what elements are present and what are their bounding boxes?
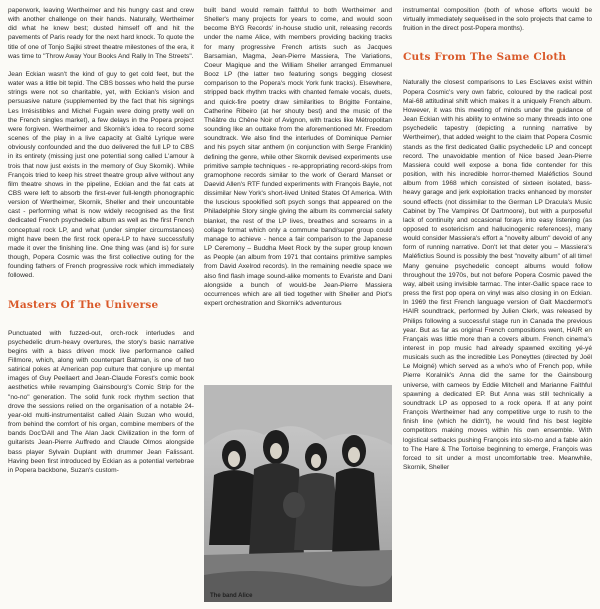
paragraph: instrumental composition (both of whose efforts would be virtually immediately sequelised in the solo projects that came to fruition in the direct post-Popera months). — [403, 7, 592, 33]
section-heading-masters-of-the-universe: Masters Of The Universe — [8, 298, 159, 311]
paragraph: built band would remain faithful to both Wertheimer and Sheller's many projects for years to come, and would soon become BYG Records' in-house studio unit, releasing records under the name Alice, with members providing backing tracks for many progressive French artists such as Jacques Barsamian, Magma, Jean-Pierre Massiera, The Variations, Coeur Magique and the William Sheller arranged Emmanuel Booz LP (the latter two featuring songs begging closest comparison to the Popera's mock York funk tracks). Elsewhere, stripped back rhythm tracks with chanted female vocals, duets, and quick-fire poetry draw similarities to Brigitte Fontaine, Catherine Ribeiro (at her shouty best) and the music of the Théâtre du Chêne Noir of Avignon, with tracks like Métropolitan sounding like an outtake from the aforementioned Mr. Freedom soundtrack. We also find the interludes of Dominique Pernier and his psych sitar anthem (in conjunction with Serge Franklin) defining the genre, while other Skornik devised experiments use primitive sample techniques - re-appropriating record-skips from gramophone records similar to the work of Gerard Manset or Daevid Allen's RTF funded experiments with François Bayle, not dissimilar New York's short-lived United States Of America. With the luscious spookified soft psych songs that appeared on the Philadelphie Story single giving the album its commercial safety blanket, the rest of the LP lives, breathes and screams in a collage format which only a commune band/super group could manage to achieve - hence a fair comparison to the Japanese LP Ceremony – Buddha Meet Rock by the super group known as People (an album from 1971 that contains primitive samples from David Axelrod records). In the remaining needle space we also find flash image sound-alike moments to Evariste and Dani alongside a bunch of would-be Jean-Pierre Massiera occurrences which are all tied together with Sheller and Piot's expert orchestration and Skornik's adventurous — [204, 7, 392, 307]
photo-caption: The band Alice — [210, 593, 253, 599]
paragraph: Naturally the closest comparisons to Les Esclaves exist within Popera Cosmic's very own fabric, coloured by the radical post Mai-68 attitudinal shift which makes it a uniquely French album. However, it was this meeting of minds under the guidance of Jean Eckian with his ability to entwine so many threads into one psychedelic tapestry (depicting a running narrative by Wertheimer), that added weight to the claim that Popera Cosmic stands as the first dedicated Gallic psychedelic LP and concept record. The unavoidable mention of Nice based Jean-Pierre Massiera could well expose a bona fide contender for this position, with his incredible horror-themed Maléfictios Sound album from 1968 which consisted of sixteen isolated, bass-heavy garage and jerk exploitation tracks enhanced by monster sound effects (not dissimilar to the German LP Dracula's Music Cabinet by The Vampires Of Dartmoore), but with a purposeful lack of continuity and occasional forays into easy listening (as opposed to esotericism and hallucinogenic references), many would consider Massiera's effort a "novelty album" devoid of any form of running narrative. Don't let that deter you – Massiera's Maléfictius Sound is possibly the best "novelty album" of all time! Many genuine psychedelic concept albums would follow throughout the 1970s, but not before Popera Cosmic paved the way, albeit using invisible tarmac. The inter-Gallic space race to press the first pop opera on vinyl was also closing in on Eckian. In 1969 the first French language version of Galt Macdermot's HAIR soundtrack, performed by Julien Clerk, was released by Philips following a successful stage run in Canada the previous year. But as far as original French compositions went, HAIR en Français was little more than a covers album. French cinema's interest in pop music had already spawned exciting yé-yé musicals such as the incredible Les Poneyttes (directed by Joël Le Moigné) which served as a who's who of French pop, while Pierre Koralnik's Anna did the same for the Gainsbourg universe, with cameos by Eddie Mitchell and Marianne Faithful spawning a dedicated EP. But Anna was still technically a soundtrack LP as opposed to a rock opera. If at any point François Wertheimer had any competitive urge to rush to the finish line (which he didn't), he would find his best legible competitors making moves within his own ensemble. With logistical setbacks pushing François into slo-mo and a fable akin to The Hare & The Tortoise beginning to emerge, François was forced to sit under a most uncomfortable tree. Meanwhile, Skornik, Sheller — [403, 79, 592, 472]
band-photo-image — [204, 385, 392, 602]
band-photo — [204, 385, 392, 602]
column-2 — [204, 6, 392, 308]
paragraph: paperwork, leaving Wertheimer and his hungry cast and crew with another challenge on their hands. Naturally, Wertheimer did what he knew best; dusted himself off and hit the pavements of Paris ready for the next hard knock. To quote the title of one of Tonjo Sajiki street theatre milestones of the era, it was time to "Throw Away Your Books And Rally In The Streets". — [8, 7, 194, 60]
section-heading-cuts-from-the-same-cloth: Cuts From The Same Cloth — [403, 51, 567, 64]
paragraph: Punctuated with fuzzed-out, orch-rock interludes and psychedelic drum-heavy overtures, the story's basic narrative begins with a bass driven mock live performance called Fillmore, which, along with counterpart Batman, is one of two satirical pokes at American pop culture that conjure up mental images of Guy Peellaert and Jean-Claude Forest's comic book aesthetics while revamping Gainsbourg's Comic Strip for the "no-no" generation. The solid funk rock rhythm section that drove the sessions relied on the organisation of a notable 24-year-old multi-instrumentalist called Alain Suzan who would, from behind the comfort of his organ, combine members of the bands Doc'DAll and The Alan Jack Civilization in the form of guitarists Jean-Pierre Auffredo and Claude Olmos alongside bass player Sylvain Duplant with drummer Jean Falissant. Having been first introduced by Eckian as a potential vertebrae in Popera backbone, Suzan's custom- — [8, 329, 194, 474]
paragraph: Jean Eckian wasn't the kind of guy to get cold feet, but the water was a little bit tepid. The CBS bosses who held the purse strings were not so charitable, yet, with Eckian's vision and persuasive nature (supplemented by the fact that his signings Les Irrésistibles and Michel Fugain were doing pretty well on the French singles market), a few delays in the Popera project were forgiven. Wertheimer and Skornik's idea to record some scenes of the play in a live capacity at Gaîté Lyrique were obviously confounded and the duo delivered the full LP to CBS in its entirety (missing just one potential song called L'amour à trois that now just exists in the memory of Guy Skornik). While François tried to keep his street theatre group alive without any film theatre shows in the pipeline, Eckian and the fat cats at CBS were left to absorb the first-ever full-length phonographic version of Wertheimer, Skornik, Sheller and their uncountable cast - performing what is now widely recognised as the first dedicated French psychedelic album as well as the first French conceptual rock LP, and what (under simpler circumstances) might have been the first rock opera-LP to have successfully made it over the finishing line. One thing was (and is) for sure though, Popera Cosmic was the first collective outing for the founding fathers of French progressive rock which immediately followed. — [8, 70, 194, 280]
column-3 — [403, 6, 592, 472]
column-1 — [8, 6, 194, 475]
